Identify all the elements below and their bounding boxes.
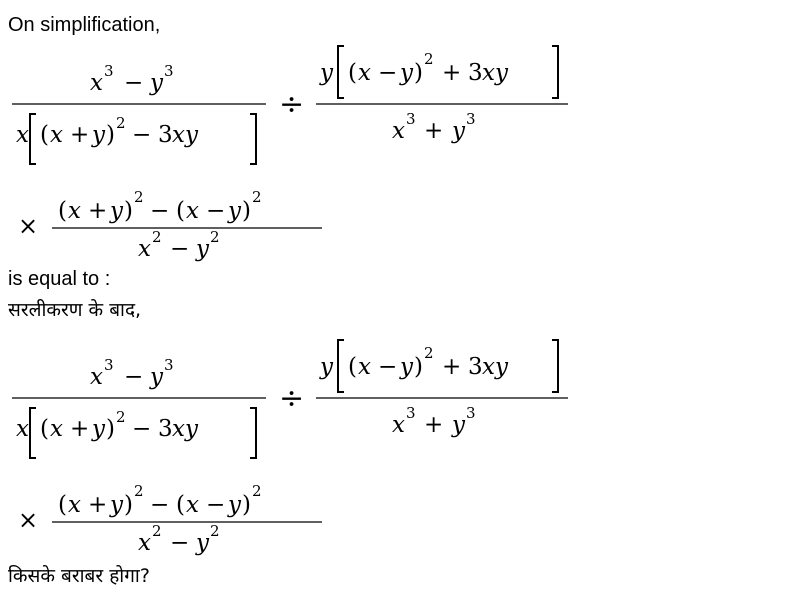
svg-text:): )	[242, 492, 251, 518]
svg-text:+: +	[88, 198, 108, 224]
question-intro-hindi: सरलीकरण के बाद,	[8, 299, 142, 321]
svg-text:x: x	[68, 492, 81, 518]
svg-text:xy: xy	[482, 354, 508, 380]
svg-text:2: 2	[210, 522, 220, 540]
svg-text:3: 3	[104, 356, 114, 374]
svg-text:2: 2	[252, 482, 262, 500]
times-operator: ×	[18, 212, 39, 240]
svg-text:2: 2	[116, 114, 126, 132]
question-intro-english: On simplification,	[8, 14, 161, 36]
svg-text:x: x	[68, 198, 81, 224]
svg-text:x: x	[50, 416, 63, 442]
fraction1-numerator	[90, 356, 174, 390]
svg-text:2: 2	[116, 408, 126, 426]
svg-text:−: −	[170, 236, 190, 262]
svg-text:y: y	[320, 354, 333, 380]
expression-svg-english	[0, 40, 600, 270]
svg-text:x: x	[16, 122, 29, 148]
svg-text:3: 3	[466, 404, 476, 422]
svg-text:x: x	[138, 530, 151, 556]
svg-text:x: x	[90, 364, 103, 390]
svg-text:+: +	[424, 118, 444, 144]
svg-text:3: 3	[468, 60, 483, 86]
svg-text:−: −	[378, 60, 398, 86]
svg-text:2: 2	[424, 50, 434, 68]
svg-text:x: x	[90, 70, 103, 96]
svg-text:): )	[124, 198, 133, 224]
expression-svg-hindi	[0, 334, 600, 564]
svg-text:x: x	[16, 416, 29, 442]
svg-text:2: 2	[152, 228, 162, 246]
svg-text:y: y	[150, 364, 163, 390]
fraction2-denominator	[392, 110, 476, 144]
svg-text:3: 3	[164, 356, 174, 374]
svg-text:2: 2	[134, 188, 144, 206]
svg-text:x: x	[392, 118, 405, 144]
svg-text:y: y	[110, 492, 123, 518]
svg-text:−: −	[206, 492, 226, 518]
svg-text:y: y	[228, 198, 241, 224]
svg-text:−: −	[150, 198, 170, 224]
svg-text:2: 2	[152, 522, 162, 540]
svg-text:+: +	[442, 354, 462, 380]
svg-text:y: y	[452, 118, 465, 144]
svg-text:y: y	[452, 412, 465, 438]
svg-text:y: y	[400, 354, 413, 380]
fraction2-numerator	[319, 340, 558, 392]
svg-text:): )	[414, 60, 423, 86]
svg-text:xy: xy	[482, 60, 508, 86]
fraction2-denominator	[392, 404, 476, 438]
svg-text:−: −	[124, 364, 144, 390]
svg-text:(: (	[348, 354, 357, 380]
svg-text:): )	[106, 416, 115, 442]
svg-text:+: +	[70, 416, 90, 442]
fraction1-numerator	[90, 62, 174, 96]
fraction1-denominator	[16, 408, 256, 458]
expression-block-english	[0, 40, 600, 270]
svg-text:xy: xy	[172, 122, 198, 148]
svg-text:+: +	[70, 122, 90, 148]
svg-text:3: 3	[406, 110, 416, 128]
svg-text:y: y	[320, 60, 333, 86]
svg-text:(: (	[348, 60, 357, 86]
svg-text:3: 3	[104, 62, 114, 80]
svg-text:(: (	[58, 492, 67, 518]
svg-text:−: −	[206, 198, 226, 224]
svg-text:x: x	[186, 198, 199, 224]
svg-text:3: 3	[466, 110, 476, 128]
svg-text:x: x	[358, 354, 371, 380]
svg-text:−: −	[378, 354, 398, 380]
svg-text:y: y	[92, 416, 105, 442]
svg-text:2: 2	[210, 228, 220, 246]
fraction3-denominator	[138, 228, 220, 262]
svg-text:−: −	[170, 530, 190, 556]
svg-text:): )	[414, 354, 423, 380]
question-ask-english: is equal to :	[8, 268, 111, 290]
question-ask-hindi: किसके बराबर होगा?	[8, 565, 150, 587]
svg-text:+: +	[88, 492, 108, 518]
svg-text:2: 2	[424, 344, 434, 362]
svg-text:x: x	[392, 412, 405, 438]
fraction3-denominator	[138, 522, 220, 556]
svg-text:(: (	[58, 198, 67, 224]
fraction1-denominator	[16, 114, 256, 164]
svg-text:x: x	[50, 122, 63, 148]
expression-block-hindi	[0, 334, 600, 564]
svg-text:y: y	[92, 122, 105, 148]
svg-text:+: +	[442, 60, 462, 86]
svg-text:(: (	[176, 492, 185, 518]
svg-text:): )	[106, 122, 115, 148]
svg-text:y: y	[196, 530, 209, 556]
svg-text:−: −	[150, 492, 170, 518]
svg-text:3: 3	[158, 416, 173, 442]
fraction2-numerator	[319, 46, 558, 98]
svg-text:−: −	[132, 122, 152, 148]
svg-text:(: (	[40, 122, 49, 148]
svg-text:(: (	[40, 416, 49, 442]
divide-operator: ÷	[279, 87, 305, 122]
divide-operator: ÷	[279, 381, 305, 416]
svg-text:−: −	[132, 416, 152, 442]
svg-text:y: y	[196, 236, 209, 262]
svg-text:−: −	[124, 70, 144, 96]
svg-text:2: 2	[252, 188, 262, 206]
times-operator: ×	[18, 506, 39, 534]
fraction3-numerator	[58, 482, 262, 518]
svg-text:3: 3	[406, 404, 416, 422]
fraction3-numerator	[58, 188, 262, 224]
svg-text:3: 3	[164, 62, 174, 80]
svg-text:x: x	[358, 60, 371, 86]
svg-text:+: +	[424, 412, 444, 438]
svg-text:y: y	[110, 198, 123, 224]
svg-text:3: 3	[468, 354, 483, 380]
svg-text:3: 3	[158, 122, 173, 148]
svg-text:x: x	[186, 492, 199, 518]
svg-text:y: y	[228, 492, 241, 518]
svg-text:y: y	[400, 60, 413, 86]
svg-text:xy: xy	[172, 416, 198, 442]
svg-text:x: x	[138, 236, 151, 262]
svg-text:): )	[242, 198, 251, 224]
svg-text:): )	[124, 492, 133, 518]
svg-text:y: y	[150, 70, 163, 96]
svg-text:2: 2	[134, 482, 144, 500]
svg-text:(: (	[176, 198, 185, 224]
